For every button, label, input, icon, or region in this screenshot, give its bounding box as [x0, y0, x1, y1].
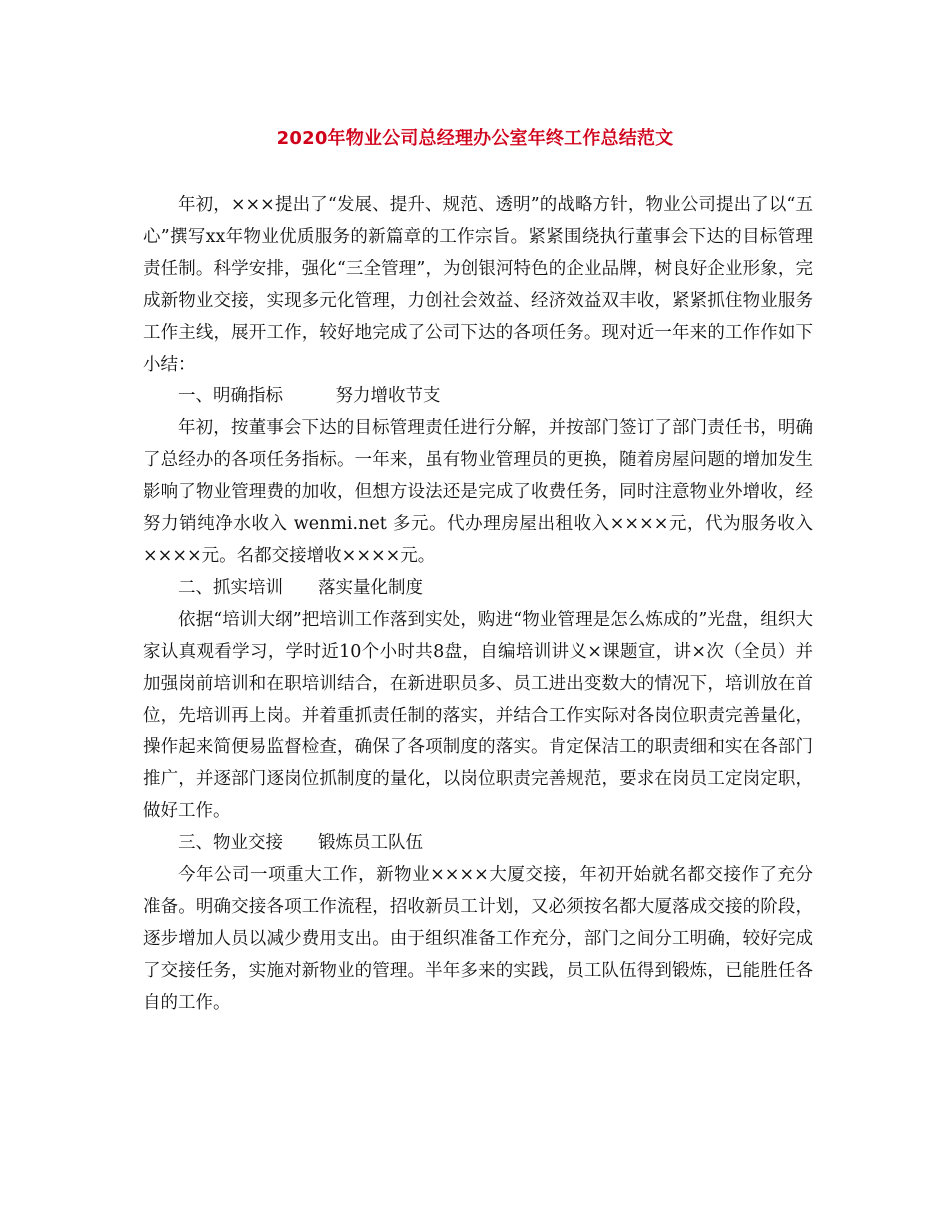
document-body — [143, 190, 813, 1020]
section-heading-1: 一、明确指标 努力增收节支 — [178, 386, 441, 407]
section-paragraph-1: 年初，按董事会下达的目标管理责任进行分解，并按部门签订了部门责任书，明确了总经办的各项任务指标。一年来，虽有物业管理员的更换，随着房屋问题的增加发生影响了物业管理费的加收，但想方设法还是完成了收费任务，同时注意物业外增收，经努力销纯净水收入 wenmi.net 多元。代办理房屋出租收入××××元，代为服务收入××××元。名都交接增收××××元。 — [143, 418, 813, 566]
section-heading-3: 三、物业交接 锻炼员工队伍 — [178, 833, 423, 854]
section-heading-2: 二、抓实培训 落实量化制度 — [178, 577, 423, 598]
document-title: 2020年物业公司总经理办公室年终工作总结范文 — [276, 128, 674, 149]
section-paragraph-3: 今年公司一项重大工作，新物业××××大厦交接，年初开始就名都交接作了充分准备。明确交接各项工作流程，招收新员工计划，又必须按名都大厦落成交接的阶段，逐步增加人员以减少费用支出。由于组织准备工作充分，部门之间分工明确，较好完成了交接任务，实施对新物业的管理。半年多来的实践，员工队伍得到锻炼，已能胜任各自的工作。 — [143, 865, 813, 1013]
intro-paragraph: 年初，×××提出了“发展、提升、规范、透明”的战略方针，物业公司提出了以“五心”撰写xx年物业优质服务的新篇章的工作宗旨。紧紧围绕执行董事会下达的目标管理责任制。科学安排，强化“三全管理”，为创银河特色的企业品牌，树良好企业形象，完成新物业交接，实现多元化管理，力创社会效益、经济效益双丰收，紧紧抓住物业服务工作主线，展开工作，较好地完成了公司下达的各项任务。现对近一年来的工作作如下小结： — [143, 195, 813, 375]
section-paragraph-2: 依据“培训大纲”把培训工作落到实处，购进“物业管理是怎么炼成的”光盘，组织大家认真观看学习，学时近10个小时共8盘，自编培训讲义×课题宣，讲×次（全员）并加强岗前培训和在职培训结合，在新进职员多、员工进出变数大的情况下，培训放在首位，先培训再上岗。并着重抓责任制的落实，并结合工作实际对各岗位职责完善量化，操作起来简便易监督检查，确保了各项制度的落实。肯定保洁工的职责细和实在各部门推广，并逐部门逐岗位抓制度的量化，以岗位职责完善规范，要求在岗员工定岗定职，做好工作。 — [143, 609, 813, 822]
